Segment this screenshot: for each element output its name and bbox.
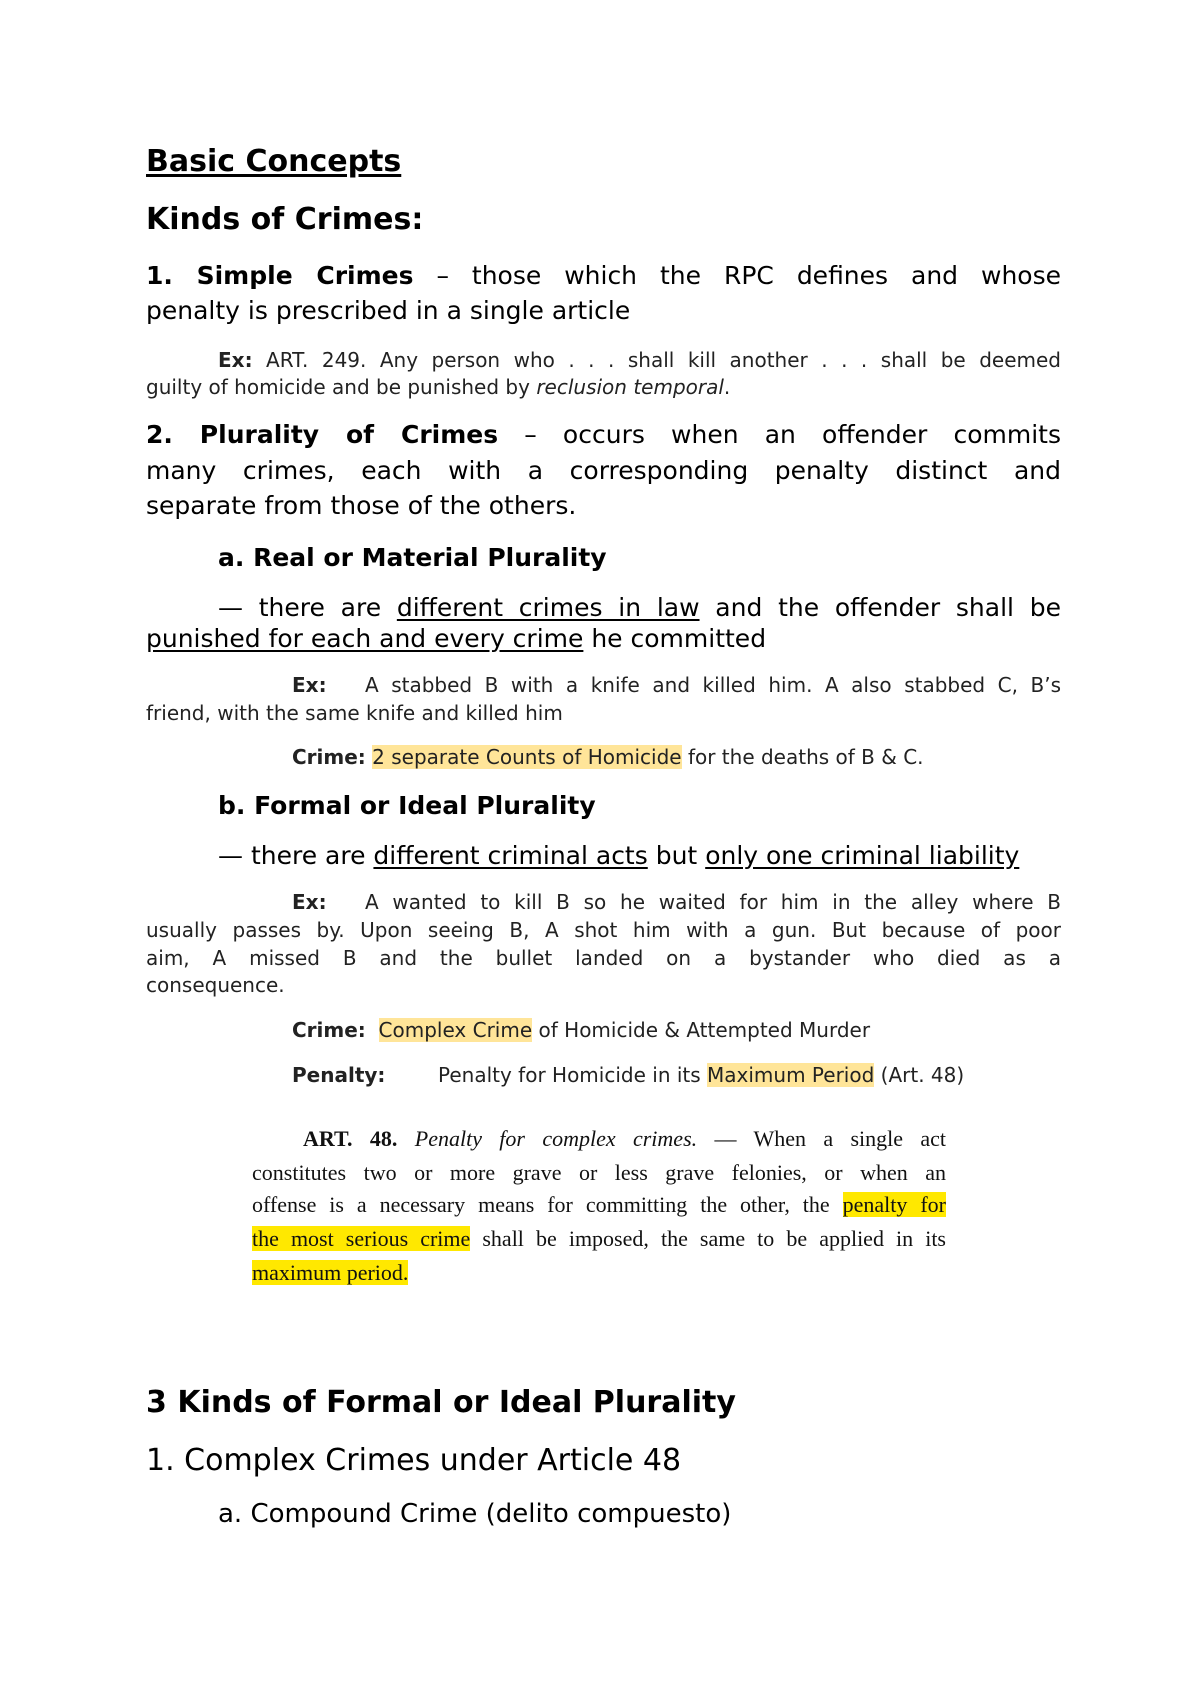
text: he committed	[583, 624, 767, 653]
highlighted-text: Complex Crime	[378, 1018, 533, 1042]
text: and the offender shall be	[699, 593, 1061, 622]
formal-penalty-line	[438, 1063, 964, 1087]
article-line4	[252, 1226, 946, 1252]
highlighted-text: 2 separate Counts of Homicide	[372, 745, 682, 769]
formal-plurality-heading: b. Formal or Ideal Plurality	[218, 791, 596, 820]
kinds-formal-item1: 1. Complex Crimes under Article 48	[146, 1443, 682, 1478]
text: — When a single act	[697, 1126, 947, 1151]
real-plurality-heading: a. Real or Material Plurality	[218, 543, 607, 572]
plurality-label: 2. Plurality of Crimes	[146, 420, 499, 449]
formal-crime-line	[292, 1018, 870, 1042]
simple-crimes-text: – those which the RPC defines and whose	[413, 261, 1061, 290]
simple-crimes-line1	[146, 261, 1061, 291]
text: Penalty for Homicide in its	[438, 1063, 708, 1087]
underlined-text: different criminal acts	[373, 841, 648, 870]
ex-italic-term: reclusion temporal	[536, 375, 724, 399]
simple-crimes-line2: penalty is prescribed in a single article	[146, 296, 631, 325]
text: constitutes two or more grave or less grave felonies, or when an	[252, 1160, 946, 1185]
underlined-text: different crimes in law	[396, 593, 700, 622]
kinds-formal-item1a: a. Compound Crime (delito compuesto)	[218, 1499, 732, 1529]
kinds-formal-heading: 3 Kinds of Formal or Ideal Plurality	[146, 1385, 736, 1420]
highlighted-text: Maximum Period	[707, 1063, 875, 1087]
ex-text: aim, A missed B and the bullet landed on a bystander who died as a	[146, 946, 1061, 970]
text: (Art. 48)	[874, 1063, 965, 1087]
page-title: Basic Concepts	[146, 144, 402, 179]
highlighted-text: maximum period.	[252, 1260, 409, 1285]
text: offense is a necessary means for committing the other, the	[252, 1192, 843, 1217]
article-line2	[252, 1160, 946, 1186]
kinds-heading: Kinds of Crimes:	[146, 202, 424, 237]
formal-ex-line2	[146, 918, 1061, 942]
text: of Homicide & Attempted Murder	[532, 1018, 871, 1042]
text: but	[647, 841, 706, 870]
real-ex-line1	[365, 673, 1061, 697]
article-line5	[252, 1260, 408, 1286]
formal-ex-label	[292, 890, 327, 914]
underlined-text: punished for each and every crime	[146, 624, 584, 653]
plurality-line1	[146, 420, 1061, 450]
article-title: Penalty for complex crimes.	[397, 1126, 698, 1151]
text: — there are	[218, 841, 374, 870]
article-number: ART. 48.	[303, 1126, 398, 1151]
highlighted-text: penalty for	[842, 1192, 946, 1217]
text: shall be imposed, the same to be applied in its	[470, 1226, 946, 1251]
plurality-line2	[146, 456, 1061, 486]
article-line3	[252, 1192, 946, 1218]
ex-text: guilty of homicide and be punished by	[146, 375, 537, 399]
formal-penalty-label	[292, 1063, 385, 1087]
ex-label: Ex:	[292, 890, 327, 914]
formal-ex-line4: consequence.	[146, 973, 285, 997]
crime-label: Crime:	[292, 1018, 366, 1042]
real-crime-line	[292, 745, 924, 769]
formal-plurality-line1	[218, 841, 1019, 871]
crime-label: Crime:	[292, 745, 366, 769]
real-plurality-line2	[146, 624, 766, 654]
ex-label: Ex:	[218, 348, 253, 372]
plurality-text: – occurs when an offender commits	[498, 420, 1061, 449]
text: for the deaths of B & C.	[681, 745, 924, 769]
underlined-text: only one criminal liability	[705, 841, 1020, 870]
simple-crimes-label: 1. Simple Crimes	[146, 261, 414, 290]
ex-label: Ex:	[292, 673, 327, 697]
formal-ex-line1	[365, 890, 1061, 914]
ex-text: .	[723, 375, 731, 399]
highlighted-text: the most serious crime	[252, 1226, 471, 1251]
ex-text: A stabbed B with a knife and killed him. A also stabbed C, B’s	[365, 673, 1061, 697]
penalty-label: Penalty:	[292, 1063, 386, 1087]
simple-example-line2	[146, 375, 730, 399]
real-ex-label	[292, 673, 327, 697]
article-line1	[303, 1126, 946, 1152]
ex-text: A wanted to kill B so he waited for him in the alley where B	[365, 890, 1061, 914]
simple-example-line1	[218, 348, 1061, 372]
plurality-text: many crimes, each with a corresponding penalty distinct and	[146, 456, 1061, 485]
text: — there are	[218, 593, 397, 622]
real-plurality-line1	[218, 593, 1061, 623]
real-ex-line2: friend, with the same knife and killed him	[146, 701, 563, 725]
ex-text: usually passes by. Upon seeing B, A shot him with a gun. But because of poor	[146, 918, 1061, 942]
plurality-line3: separate from those of the others.	[146, 491, 577, 520]
ex-text: ART. 249. Any person who . . . shall kill another . . . shall be deemed	[252, 348, 1061, 372]
formal-ex-line3	[146, 946, 1061, 970]
